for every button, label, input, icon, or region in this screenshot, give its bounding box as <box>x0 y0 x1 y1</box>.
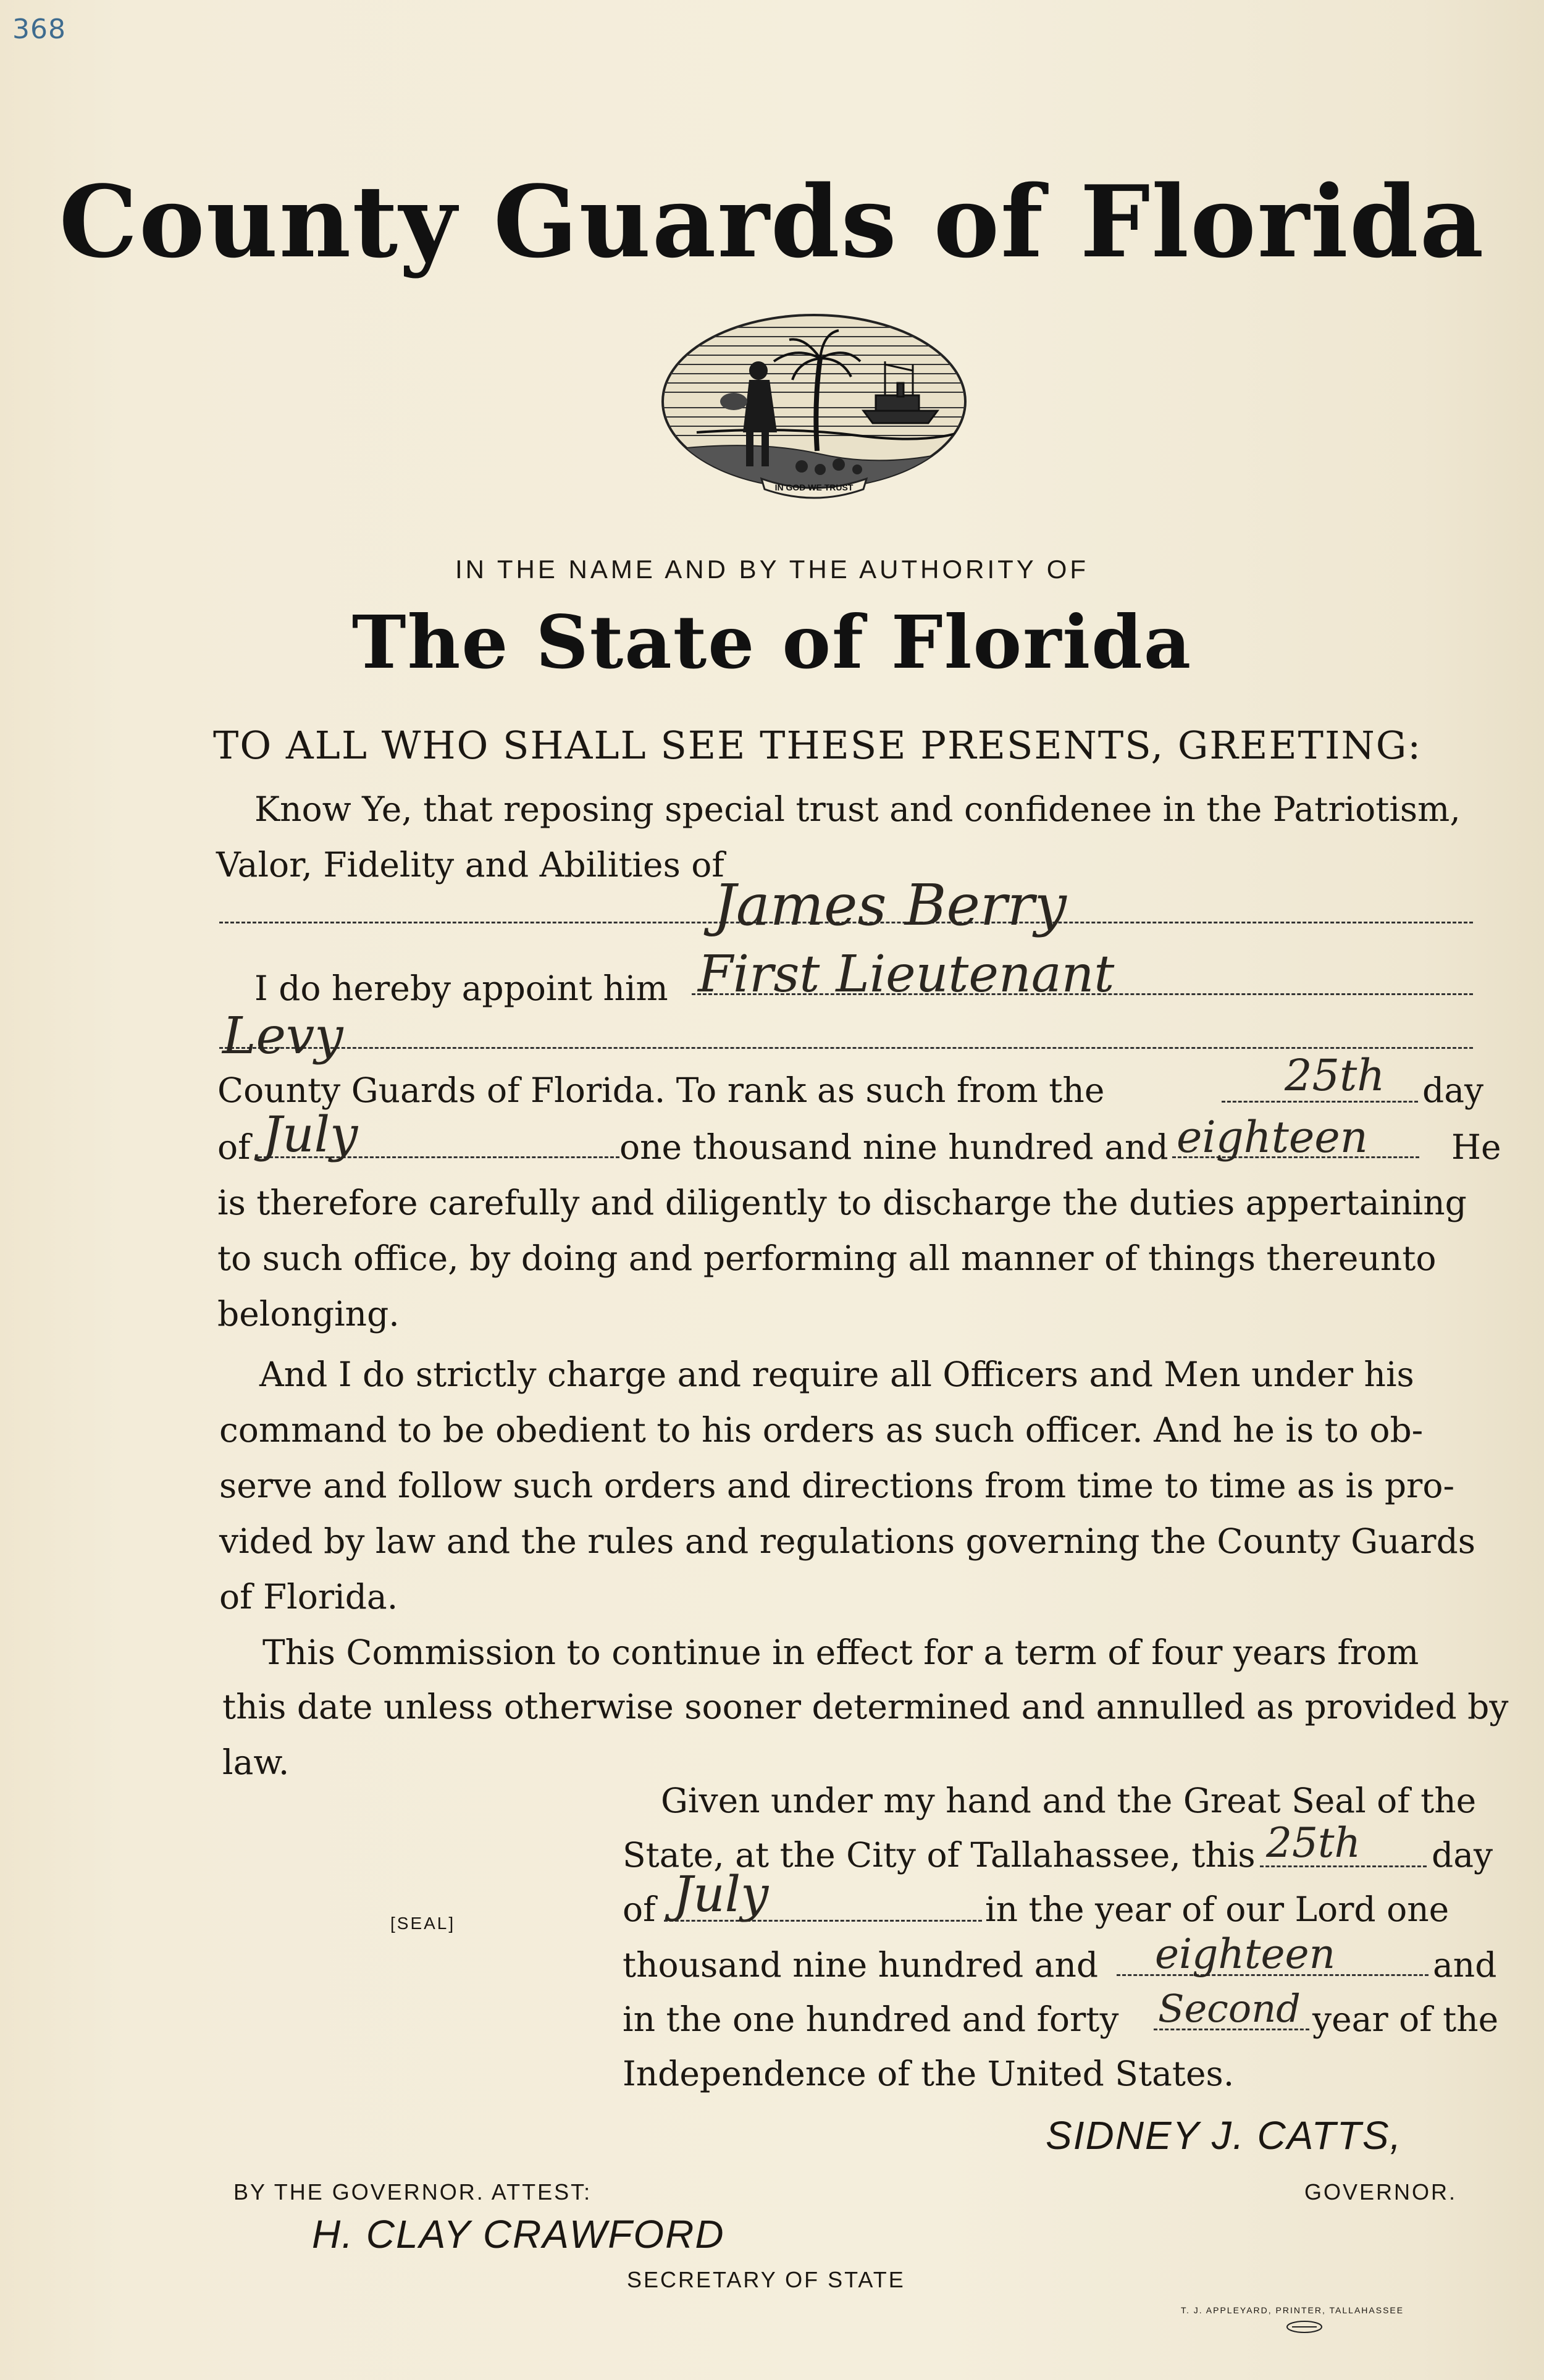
authority-line: IN THE NAME AND BY THE AUTHORITY OF <box>455 555 1089 584</box>
given-line4-prefix: thousand nine hundred and <box>623 1945 1099 1985</box>
attest-label: BY THE GOVERNOR. ATTEST: <box>233 2179 592 2205</box>
given-line3-prefix: of <box>623 1890 656 1929</box>
appoint-prefix: I do hereby appoint him <box>254 969 668 1008</box>
handwritten-rank-day: 25th <box>1285 1050 1385 1101</box>
day-word: day <box>1422 1070 1484 1110</box>
state-title: The State of Florida <box>351 599 1193 685</box>
p1-line1: Know Ye, that reposing special trust and confidenee in the Patriotism, <box>254 789 1461 829</box>
line-therefore: is therefore carefully and diligently to discharge the duties appertaining <box>217 1183 1467 1222</box>
rank-day-line <box>1222 1101 1418 1103</box>
handwritten-given-day: 25th <box>1266 1819 1361 1867</box>
given-line3-suffix: in the year of our Lord one <box>985 1890 1450 1929</box>
p2-line2: command to be obedient to his orders as such officer. And he is to ob- <box>219 1410 1424 1450</box>
document-title: County Guards of Florida <box>59 164 1485 280</box>
he-word: He <box>1451 1127 1501 1167</box>
p1-line2: Valor, Fidelity and Abilities of <box>216 845 724 885</box>
given-line5-prefix: in the one hundred and forty <box>623 1999 1119 2039</box>
governor-title: GOVERNOR. <box>1304 2179 1458 2205</box>
handwritten-name: James Berry <box>713 872 1067 938</box>
handwritten-given-month: July <box>673 1865 769 1923</box>
given-line2-prefix: State, at the City of Tallahassee, this <box>623 1835 1256 1875</box>
given-line4-suffix: and <box>1433 1945 1497 1985</box>
line-belonging: belonging. <box>217 1294 400 1334</box>
p2-line1: And I do strictly charge and require all Officers and Men under his <box>259 1355 1414 1394</box>
printer-imprint: T. J. APPLEYARD, PRINTER, TALLAHASSEE <box>1181 2305 1404 2315</box>
handwritten-rank-month: July <box>262 1106 358 1163</box>
p2-line3: serve and follow such orders and directions from time to time as is pro- <box>219 1466 1455 1505</box>
greeting: TO ALL WHO SHALL SEE THESE PRESENTS, GREETING: <box>213 723 1422 768</box>
handwritten-rank: First Lieutenant <box>698 945 1115 1004</box>
handwritten-county: Levy <box>222 1007 343 1066</box>
given-line1: Given under my hand and the Great Seal of the <box>661 1781 1477 1820</box>
printer-union-label-icon <box>1286 2320 1323 2334</box>
p3-line2: this date unless otherwise sooner determined and annulled as provided by <box>222 1687 1509 1726</box>
page-number: 368 <box>12 14 66 45</box>
handwritten-rank-year: eighteen <box>1177 1112 1368 1163</box>
given-line5-suffix: year of the <box>1312 1999 1499 2039</box>
of-word: of <box>217 1127 251 1167</box>
emblem-motto: IN GOD WE TRUST <box>774 482 854 492</box>
secretary-title: SECRETARY OF STATE <box>627 2267 905 2292</box>
thousand-text: one thousand nine hundred and <box>619 1127 1168 1167</box>
given-line2-suffix: day <box>1432 1835 1493 1875</box>
p2-line4: vided by law and the rules and regulations governing the County Guards <box>219 1521 1476 1561</box>
rank-text: County Guards of Florida. To rank as such from the <box>217 1070 1105 1110</box>
seal-label: [SEAL] <box>390 1914 456 1933</box>
given-line6: Independence of the United States. <box>623 2054 1235 2093</box>
governor-name: SIDNEY J. CATTS, <box>1046 2113 1403 2158</box>
line-office: to such office, by doing and performing all manner of things thereunto <box>217 1238 1437 1278</box>
p3-line1: This Commission to continue in effect for a term of four years from <box>262 1633 1419 1672</box>
county-line <box>219 1047 1473 1049</box>
p2-line5: of Florida. <box>219 1577 398 1617</box>
handwritten-given-year: eighteen <box>1155 1930 1336 1978</box>
florida-state-seal-emblem <box>660 303 968 507</box>
handwritten-independence-year: Second <box>1158 1986 1301 2031</box>
secretary-name: H. CLAY CRAWFORD <box>312 2212 725 2256</box>
p3-line3: law. <box>222 1743 290 1782</box>
